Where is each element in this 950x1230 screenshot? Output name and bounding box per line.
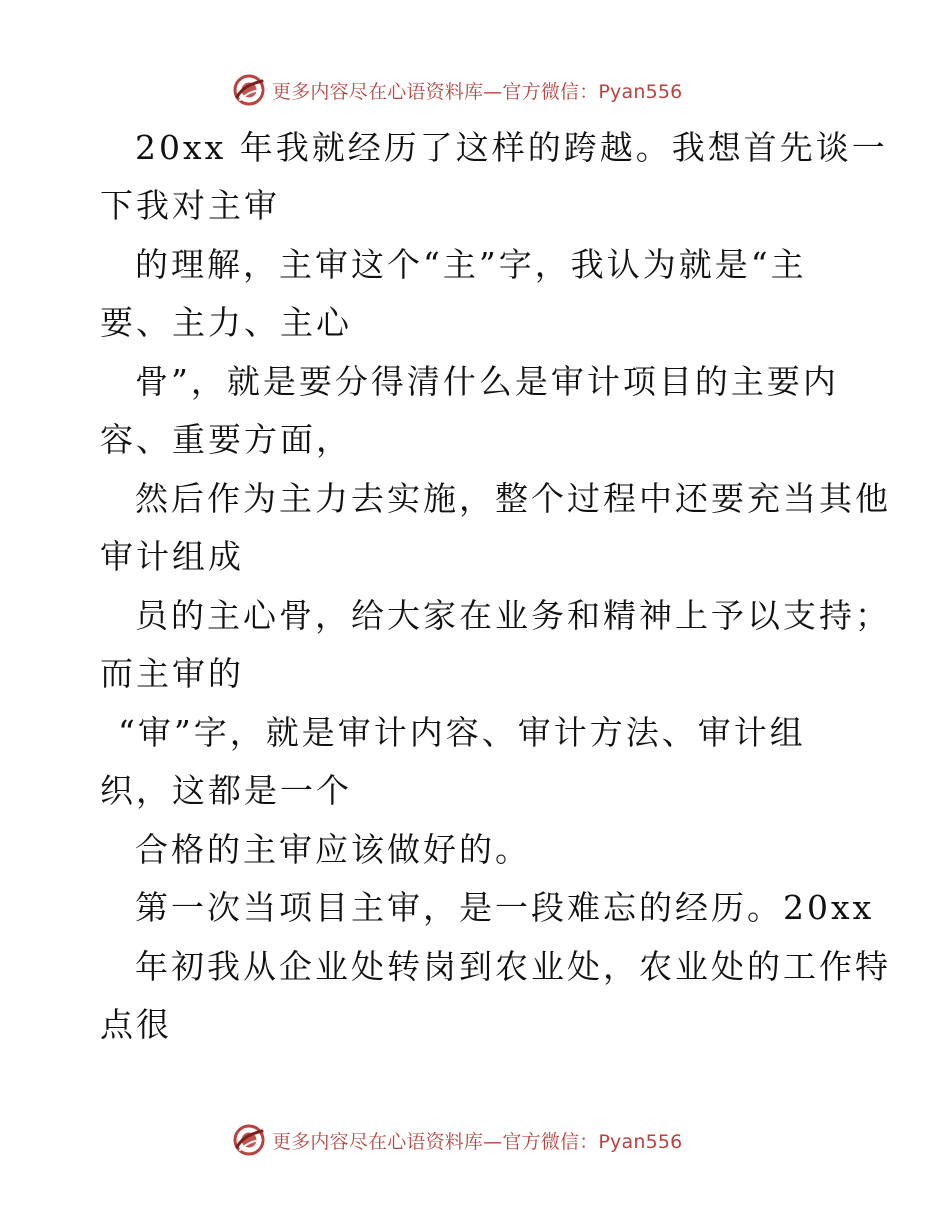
body-line-15: 年初我从企业处转岗到农业处，农业处的工作特: [135, 947, 891, 986]
body-line-12: 织，这都是一个: [100, 771, 352, 810]
body-line-13: 合格的主审应该做好的。: [135, 830, 531, 869]
body-line-14: 第一次当项目主审，是一段难忘的经历。20xx: [135, 888, 875, 927]
brand-logo-icon: [232, 1123, 266, 1157]
body-line-5: 骨”，就是要分得清什么是审计项目的主要内: [135, 362, 839, 401]
body-line-16: 点很: [100, 1005, 172, 1044]
body-line-2: 下我对主审: [100, 186, 280, 225]
body-line-3: 的理解，主审这个“主”字，我认为就是“主: [135, 245, 807, 284]
body-line-4: 要、主力、主心: [100, 303, 352, 342]
body-line-9: 员的主心骨，给大家在业务和精神上予以支持；: [135, 596, 891, 635]
body-line-10: 而主审的: [100, 654, 244, 693]
body-line-6: 容、重要方面，: [100, 420, 352, 459]
body-line-11: “审”字，就是审计内容、审计方法、审计组: [118, 713, 806, 752]
body-line-8: 审计组成: [100, 537, 244, 576]
footer-banner: [232, 1120, 682, 1160]
body-line-1: 20xx 年我就经历了这样的跨越。我想首先谈一: [135, 128, 888, 167]
footer-banner-text: 更多内容尽在心语资料库—官方微信：Pyan556: [272, 1130, 683, 1153]
body-line-7: 然后作为主力去实施，整个过程中还要充当其他: [135, 479, 891, 518]
header-banner-text: 更多内容尽在心语资料库—官方微信：Pyan556: [272, 80, 683, 103]
